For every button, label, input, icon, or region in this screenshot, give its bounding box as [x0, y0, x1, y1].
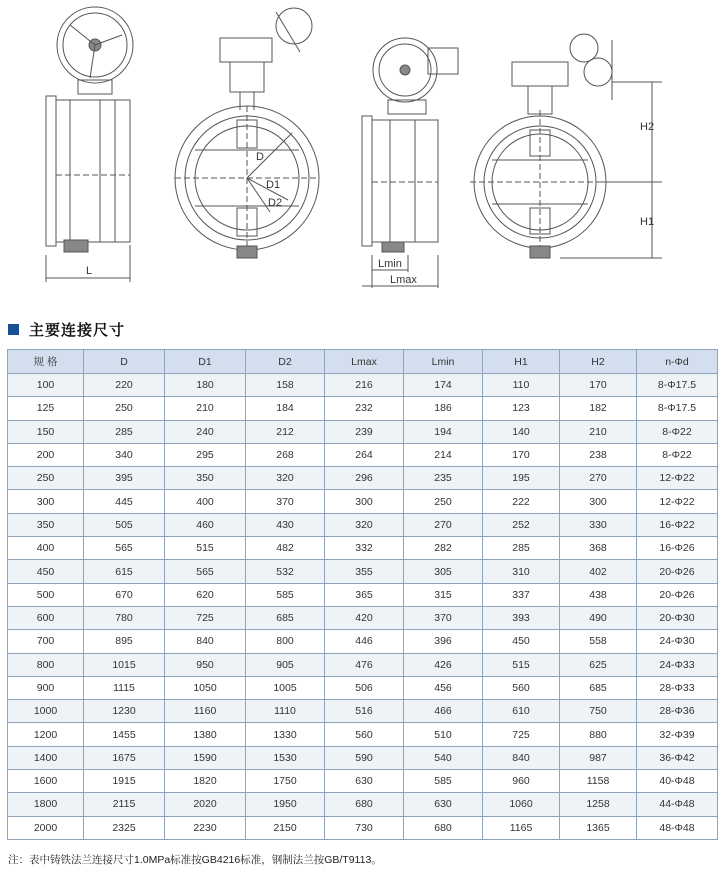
table-cell: 282: [404, 537, 483, 560]
table-cell: 515: [165, 537, 246, 560]
table-cell: 895: [84, 630, 165, 653]
table-cell: 700: [8, 630, 84, 653]
table-cell: 670: [84, 583, 165, 606]
table-cell: 558: [560, 630, 637, 653]
table-cell: 182: [560, 397, 637, 420]
table-cell: 725: [165, 606, 246, 629]
table-cell: 426: [404, 653, 483, 676]
table-cell: 1060: [483, 793, 560, 816]
table-cell: 300: [325, 490, 404, 513]
table-cell: 610: [483, 700, 560, 723]
table-cell: 184: [246, 397, 325, 420]
header-cell: D1: [165, 350, 246, 374]
dim-label-D1: D1: [266, 179, 281, 191]
table-cell: 516: [325, 700, 404, 723]
table-cell: 200: [8, 443, 84, 466]
table-cell: 250: [404, 490, 483, 513]
table-cell: 960: [483, 770, 560, 793]
table-row: [8, 420, 718, 443]
table-cell: 239: [325, 420, 404, 443]
table-cell: 490: [560, 606, 637, 629]
dim-label-D2: D2: [268, 197, 283, 209]
table-cell: 680: [404, 816, 483, 839]
table-cell: 482: [246, 537, 325, 560]
table-cell: 585: [246, 583, 325, 606]
table-row: [8, 746, 718, 769]
header-cell: n-Φd: [637, 350, 718, 374]
table-cell: 295: [165, 443, 246, 466]
table-cell: 350: [165, 467, 246, 490]
dimensions-table: [7, 349, 718, 840]
table-cell: 402: [560, 560, 637, 583]
dim-label-D: D: [256, 151, 264, 163]
table-cell: 180: [165, 374, 246, 397]
table-cell: 158: [246, 374, 325, 397]
table-row: [8, 816, 718, 839]
table-cell: 446: [325, 630, 404, 653]
table-cell: 950: [165, 653, 246, 676]
table-header-row: [8, 350, 718, 374]
table-cell: 450: [483, 630, 560, 653]
table-cell: 1820: [165, 770, 246, 793]
table-cell: 214: [404, 443, 483, 466]
table-cell: 1050: [165, 676, 246, 699]
table-cell: 350: [8, 513, 84, 536]
table-cell: 240: [165, 420, 246, 443]
table-cell: 2020: [165, 793, 246, 816]
table-cell: 460: [165, 513, 246, 536]
table-cell: 235: [404, 467, 483, 490]
table-row: [8, 513, 718, 536]
table-cell: 12-Φ22: [637, 490, 718, 513]
table-cell: 1000: [8, 700, 84, 723]
table-cell: 40-Φ48: [637, 770, 718, 793]
table-cell: 305: [404, 560, 483, 583]
table-cell: 1165: [483, 816, 560, 839]
table-cell: 32-Φ39: [637, 723, 718, 746]
side-view-handwheel-drawing: [46, 7, 133, 282]
table-row: [8, 490, 718, 513]
table-cell: 565: [165, 560, 246, 583]
table-cell: 680: [325, 793, 404, 816]
table-cell: 195: [483, 467, 560, 490]
table-cell: 445: [84, 490, 165, 513]
table-cell: 450: [8, 560, 84, 583]
table-cell: 1110: [246, 700, 325, 723]
table-row: [8, 443, 718, 466]
table-cell: 1600: [8, 770, 84, 793]
table-cell: 250: [8, 467, 84, 490]
table-cell: 1750: [246, 770, 325, 793]
table-cell: 285: [483, 537, 560, 560]
front-view-actuator-drawing: [470, 34, 662, 258]
table-cell: 510: [404, 723, 483, 746]
table-cell: 1915: [84, 770, 165, 793]
table-cell: 2325: [84, 816, 165, 839]
table-cell: 210: [165, 397, 246, 420]
table-cell: 12-Φ22: [637, 467, 718, 490]
table-cell: 1115: [84, 676, 165, 699]
table-cell: 880: [560, 723, 637, 746]
table-cell: 28-Φ36: [637, 700, 718, 723]
table-cell: 685: [560, 676, 637, 699]
table-cell: 400: [8, 537, 84, 560]
table-cell: 194: [404, 420, 483, 443]
table-row: [8, 770, 718, 793]
dim-label-Lmin: Lmin: [378, 258, 402, 270]
table-cell: 340: [84, 443, 165, 466]
table-row: [8, 467, 718, 490]
table-cell: 420: [325, 606, 404, 629]
table-cell: 1455: [84, 723, 165, 746]
dim-label-Lmax: Lmax: [390, 274, 417, 286]
table-cell: 800: [8, 653, 84, 676]
table-cell: 16-Φ22: [637, 513, 718, 536]
table-row: [8, 723, 718, 746]
table-cell: 1365: [560, 816, 637, 839]
table-cell: 170: [483, 443, 560, 466]
table-cell: 395: [84, 467, 165, 490]
table-cell: 44-Φ48: [637, 793, 718, 816]
table-cell: 100: [8, 374, 84, 397]
table-cell: 174: [404, 374, 483, 397]
table-cell: 24-Φ30: [637, 630, 718, 653]
table-cell: 438: [560, 583, 637, 606]
table-cell: 840: [165, 630, 246, 653]
table-row: [8, 630, 718, 653]
table-cell: 905: [246, 653, 325, 676]
table-cell: 8-Φ22: [637, 443, 718, 466]
table-cell: 320: [246, 467, 325, 490]
header-cell: Lmin: [404, 350, 483, 374]
table-cell: 476: [325, 653, 404, 676]
table-cell: 20-Φ26: [637, 583, 718, 606]
table-cell: 1230: [84, 700, 165, 723]
table-cell: 36-Φ42: [637, 746, 718, 769]
table-cell: 8-Φ17.5: [637, 374, 718, 397]
table-cell: 625: [560, 653, 637, 676]
table-cell: 1158: [560, 770, 637, 793]
table-cell: 515: [483, 653, 560, 676]
table-cell: 506: [325, 676, 404, 699]
table-cell: 2000: [8, 816, 84, 839]
table-cell: 20-Φ30: [637, 606, 718, 629]
table-cell: 28-Φ33: [637, 676, 718, 699]
table-cell: 560: [483, 676, 560, 699]
table-cell: 48-Φ48: [637, 816, 718, 839]
table-cell: 532: [246, 560, 325, 583]
side-view-actuator-drawing: [362, 38, 458, 288]
header-cell: Lmax: [325, 350, 404, 374]
table-cell: 270: [404, 513, 483, 536]
table-cell: 900: [8, 676, 84, 699]
header-cell: D2: [246, 350, 325, 374]
section-title: 主要连接尺寸: [29, 321, 126, 339]
table-cell: 540: [404, 746, 483, 769]
table-cell: 800: [246, 630, 325, 653]
table-cell: 270: [560, 467, 637, 490]
table-cell: 285: [84, 420, 165, 443]
table-cell: 296: [325, 467, 404, 490]
table-row: [8, 700, 718, 723]
table-cell: 140: [483, 420, 560, 443]
table-cell: 466: [404, 700, 483, 723]
dim-label-H1: H1: [640, 216, 655, 228]
table-cell: 1005: [246, 676, 325, 699]
technical-drawings: [0, 0, 720, 300]
table-cell: 170: [560, 374, 637, 397]
table-cell: 24-Φ33: [637, 653, 718, 676]
table-cell: 1400: [8, 746, 84, 769]
table-cell: 8-Φ17.5: [637, 397, 718, 420]
table-cell: 315: [404, 583, 483, 606]
table-cell: 220: [84, 374, 165, 397]
table-cell: 456: [404, 676, 483, 699]
footnote: 注：表中铸铁法兰连接尺寸1.0MPa标准按GB4216标准，钢制法兰按GB/T9113。: [8, 854, 382, 866]
table-cell: 252: [483, 513, 560, 536]
table-row: [8, 397, 718, 420]
table-cell: 16-Φ26: [637, 537, 718, 560]
table-cell: 264: [325, 443, 404, 466]
table-cell: 1675: [84, 746, 165, 769]
table-cell: 320: [325, 513, 404, 536]
table-cell: 1330: [246, 723, 325, 746]
table-cell: 370: [404, 606, 483, 629]
table-cell: 620: [165, 583, 246, 606]
table-cell: 1380: [165, 723, 246, 746]
table-cell: 300: [8, 490, 84, 513]
table-cell: 400: [165, 490, 246, 513]
table-cell: 370: [246, 490, 325, 513]
table-cell: 565: [84, 537, 165, 560]
table-cell: 1160: [165, 700, 246, 723]
table-cell: 630: [404, 793, 483, 816]
table-cell: 300: [560, 490, 637, 513]
table-cell: 987: [560, 746, 637, 769]
front-view-flange-drawing: [175, 8, 319, 258]
table-cell: 396: [404, 630, 483, 653]
table-cell: 232: [325, 397, 404, 420]
table-row: [8, 676, 718, 699]
table-cell: 2230: [165, 816, 246, 839]
table-row: [8, 606, 718, 629]
table-row: [8, 560, 718, 583]
table-cell: 310: [483, 560, 560, 583]
table-cell: 1258: [560, 793, 637, 816]
square-bullet-icon: [8, 324, 19, 335]
table-cell: 393: [483, 606, 560, 629]
table-cell: 212: [246, 420, 325, 443]
table-row: [8, 374, 718, 397]
dimensions-table-container: [7, 349, 717, 840]
table-row: [8, 583, 718, 606]
table-cell: 1530: [246, 746, 325, 769]
table-cell: 1200: [8, 723, 84, 746]
section-heading: [8, 318, 125, 340]
table-cell: 2115: [84, 793, 165, 816]
table-cell: 368: [560, 537, 637, 560]
header-cell: D: [84, 350, 165, 374]
table-cell: 585: [404, 770, 483, 793]
table-cell: 186: [404, 397, 483, 420]
table-cell: 355: [325, 560, 404, 583]
table-cell: 1590: [165, 746, 246, 769]
table-cell: 1800: [8, 793, 84, 816]
table-cell: 630: [325, 770, 404, 793]
table-cell: 685: [246, 606, 325, 629]
header-cell: 规 格: [8, 350, 84, 374]
table-cell: 330: [560, 513, 637, 536]
table-cell: 332: [325, 537, 404, 560]
table-cell: 1950: [246, 793, 325, 816]
header-cell: H1: [483, 350, 560, 374]
table-cell: 216: [325, 374, 404, 397]
table-cell: 600: [8, 606, 84, 629]
table-cell: 590: [325, 746, 404, 769]
table-cell: 780: [84, 606, 165, 629]
table-cell: 365: [325, 583, 404, 606]
table-cell: 125: [8, 397, 84, 420]
table-row: [8, 793, 718, 816]
table-body: [8, 374, 718, 840]
table-cell: 123: [483, 397, 560, 420]
table-cell: 268: [246, 443, 325, 466]
table-cell: 8-Φ22: [637, 420, 718, 443]
header-cell: H2: [560, 350, 637, 374]
table-row: [8, 653, 718, 676]
table-cell: 430: [246, 513, 325, 536]
table-cell: 337: [483, 583, 560, 606]
dim-label-L: L: [86, 265, 93, 277]
table-cell: 2150: [246, 816, 325, 839]
table-row: [8, 537, 718, 560]
dim-label-H2: H2: [640, 121, 655, 133]
table-cell: 505: [84, 513, 165, 536]
table-cell: 725: [483, 723, 560, 746]
table-cell: 560: [325, 723, 404, 746]
table-cell: 250: [84, 397, 165, 420]
table-cell: 840: [483, 746, 560, 769]
table-cell: 730: [325, 816, 404, 839]
table-cell: 750: [560, 700, 637, 723]
table-cell: 222: [483, 490, 560, 513]
table-cell: 238: [560, 443, 637, 466]
table-cell: 615: [84, 560, 165, 583]
table-cell: 500: [8, 583, 84, 606]
table-cell: 1015: [84, 653, 165, 676]
table-cell: 20-Φ26: [637, 560, 718, 583]
table-cell: 210: [560, 420, 637, 443]
table-cell: 150: [8, 420, 84, 443]
table-cell: 110: [483, 374, 560, 397]
